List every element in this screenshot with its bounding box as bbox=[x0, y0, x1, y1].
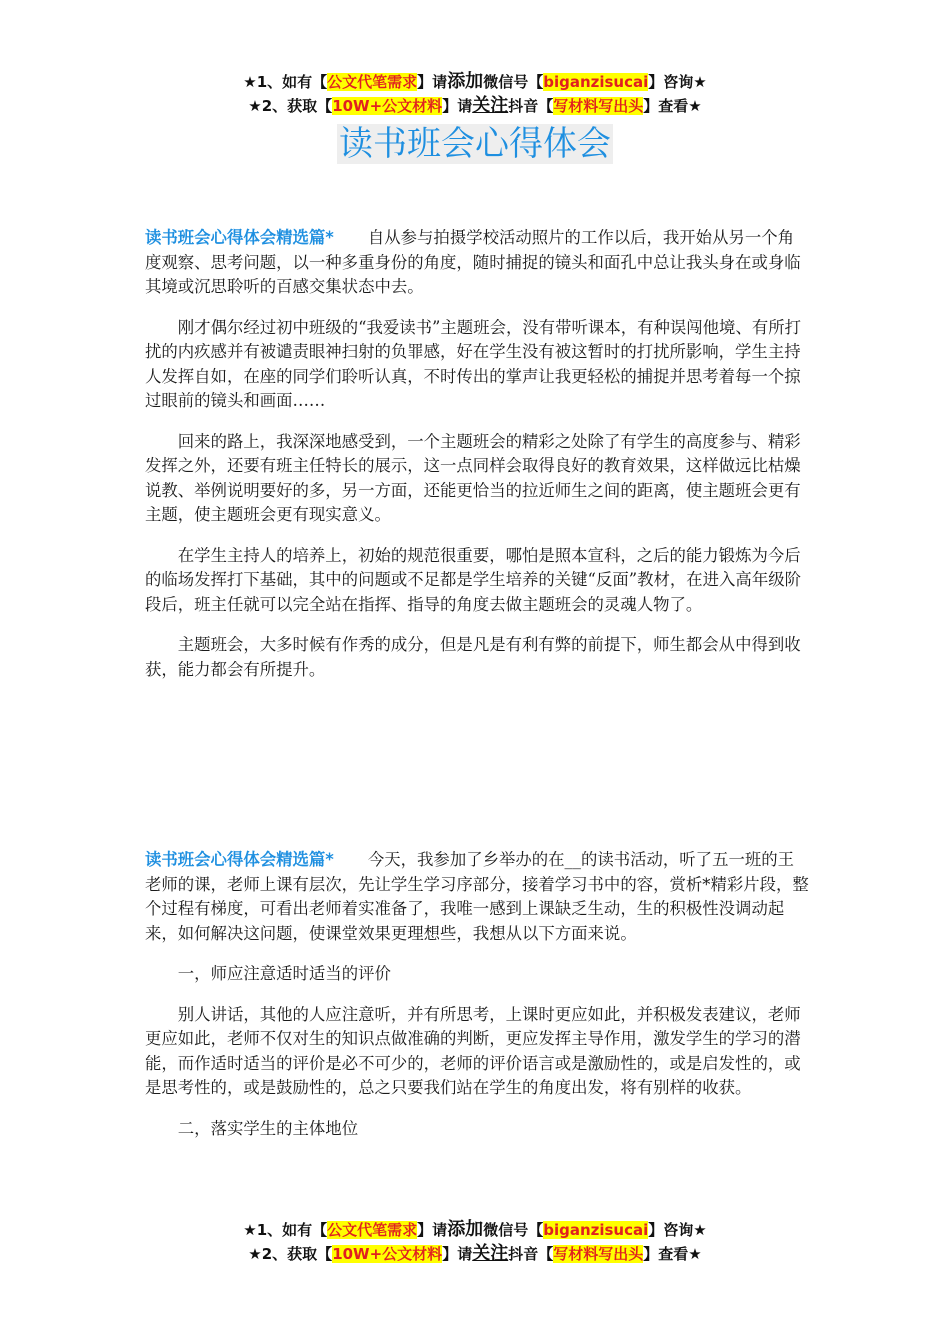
promo-text: 】查看★ bbox=[643, 1245, 702, 1263]
promo-line-1 bbox=[0, 70, 950, 94]
section-1-paragraph-3: 回来的路上，我深深地感受到，一个主题班会的精彩之处除了有学生的高度参与、精彩发挥之外，还要有班主任特长的展示，这一点同样会取得良好的教育效果，这样做远比枯燥说教、举例说明要好的多，另一方面，还能更恰当的拉近师生之间的距离，使主题班会更有主题，使主题班会更有现实意义。 bbox=[145, 431, 801, 524]
promo-line-1 bbox=[0, 1218, 950, 1242]
promo-text: 】请 bbox=[442, 97, 473, 115]
promo-highlight: biganzisucai bbox=[543, 73, 649, 91]
section-1-paragraph-1 bbox=[145, 226, 810, 300]
promo-text: 微信号【 bbox=[483, 1221, 544, 1239]
promo-text: 】请 bbox=[442, 1245, 473, 1263]
section-2-paragraph-1 bbox=[145, 848, 810, 946]
article-section-1 bbox=[145, 226, 810, 698]
promo-text: 抖音【 bbox=[508, 1245, 554, 1263]
promo-text: ★2、获取【 bbox=[248, 97, 333, 115]
promo-line-2 bbox=[0, 1242, 950, 1266]
section-2-paragraph-2: 一，师应注意适时适当的评价 bbox=[177, 964, 391, 983]
promo-text: ★2、获取【 bbox=[248, 1245, 333, 1263]
promo-text: 】咨询★ bbox=[648, 73, 707, 91]
paragraph-text: 自从参与拍摄学校活动照片的工作以后，我开始从另一个角度观察、思考问题，以一种多重身份的角度，随时捕捉的镜头和面孔中总让我头身在或身临其境或沉思聆听的百感交集状态中去。 bbox=[145, 228, 801, 296]
section-1-paragraph-5: 主题班会，大多时候有作秀的成分，但是凡是有利有弊的前提下，师生都会从中得到收获，能力都会有所提升。 bbox=[145, 635, 801, 679]
promo-emphasis: 添加 bbox=[447, 71, 484, 92]
promo-line-2 bbox=[0, 94, 950, 118]
page-title bbox=[0, 122, 950, 166]
page-title-text: 读书班会心得体会 bbox=[339, 124, 611, 164]
promo-text: ★1、如有【 bbox=[243, 73, 328, 91]
promo-banner-top bbox=[0, 70, 950, 118]
promo-text: ★1、如有【 bbox=[243, 1221, 328, 1239]
paragraph-text: 今天，我参加了乡举办的在__的读书活动，听了五一班的王老师的课，老师上课有层次，先让学生学习序部分，接着学习书中的容，赏析*精彩片段，整个过程有梯度，可看出老师着实准备了，我唯一感到上课缺乏生动，生的积极性没调动起来，如何解决这问题，使课堂效果更理想些，我想从以下方面来说。 bbox=[145, 850, 809, 943]
section-1-paragraph-2: 刚才偶尔经过初中班级的“我爱读书”主题班会，没有带听课本，有种误闯他境、有所打扰的内疚感并有被谴责眼神扫射的负罪感，好在学生没有被这暂时的打扰所影响，学生主持人发挥自如，在座的同学们聆听认真，不时传出的掌声让我更轻松的捕捉并思考着每一个掠过眼前的镜头和画面…… bbox=[145, 317, 802, 410]
promo-highlight: 写材料写出头 bbox=[553, 97, 644, 115]
promo-highlight: 公文代笔需求 bbox=[327, 73, 418, 91]
promo-emphasis: 关注 bbox=[472, 1243, 509, 1264]
promo-text: 】请 bbox=[417, 73, 448, 91]
promo-highlight: biganzisucai bbox=[543, 1221, 649, 1239]
promo-text: 】请 bbox=[417, 1221, 448, 1239]
promo-text: 微信号【 bbox=[483, 73, 544, 91]
article-section-2 bbox=[145, 848, 810, 1157]
promo-text: 】咨询★ bbox=[648, 1221, 707, 1239]
promo-highlight: 公文代笔需求 bbox=[327, 1221, 418, 1239]
promo-highlight: 写材料写出头 bbox=[553, 1245, 644, 1263]
promo-emphasis: 关注 bbox=[472, 95, 509, 116]
promo-text: 】查看★ bbox=[643, 97, 702, 115]
promo-banner-bottom bbox=[0, 1218, 950, 1266]
promo-highlight: 10W+公文材料 bbox=[332, 97, 443, 115]
section-2-paragraph-4: 二，落实学生的主体地位 bbox=[177, 1118, 359, 1138]
section-1-paragraph-4: 在学生主持人的培养上，初始的规范很重要，哪怕是照本宣科，之后的能力锻炼为今后的临场发挥打下基础，其中的问题或不足都是学生培养的关键“反面”教材，在进入高年级阶段后，班主任就可以完全站在指挥、指导的角度去做主题班会的灵魂人物了。 bbox=[145, 545, 801, 614]
promo-emphasis: 添加 bbox=[447, 1219, 484, 1240]
promo-highlight: 10W+公文材料 bbox=[332, 1245, 443, 1263]
section-2-heading: 读书班会心得体会精选篇* bbox=[145, 850, 334, 869]
section-2-paragraph-3: 别人讲话，其他的人应注意听，并有所思考，上课时更应如此，并积极发表建议，老师更应如此，老师不仅对生的知识点做准确的判断，更应发挥主导作用，激发学生的学习的潜能，而作适时适当的评价是必不可少的，老师的评价语言或是激励性的，或是启发性的，或是思考性的，或是鼓励性的，总之只要我们站在学生的角度出发，将有别样的收获。 bbox=[145, 1004, 801, 1097]
promo-text: 抖音【 bbox=[508, 97, 554, 115]
section-1-heading: 读书班会心得体会精选篇* bbox=[145, 228, 334, 247]
